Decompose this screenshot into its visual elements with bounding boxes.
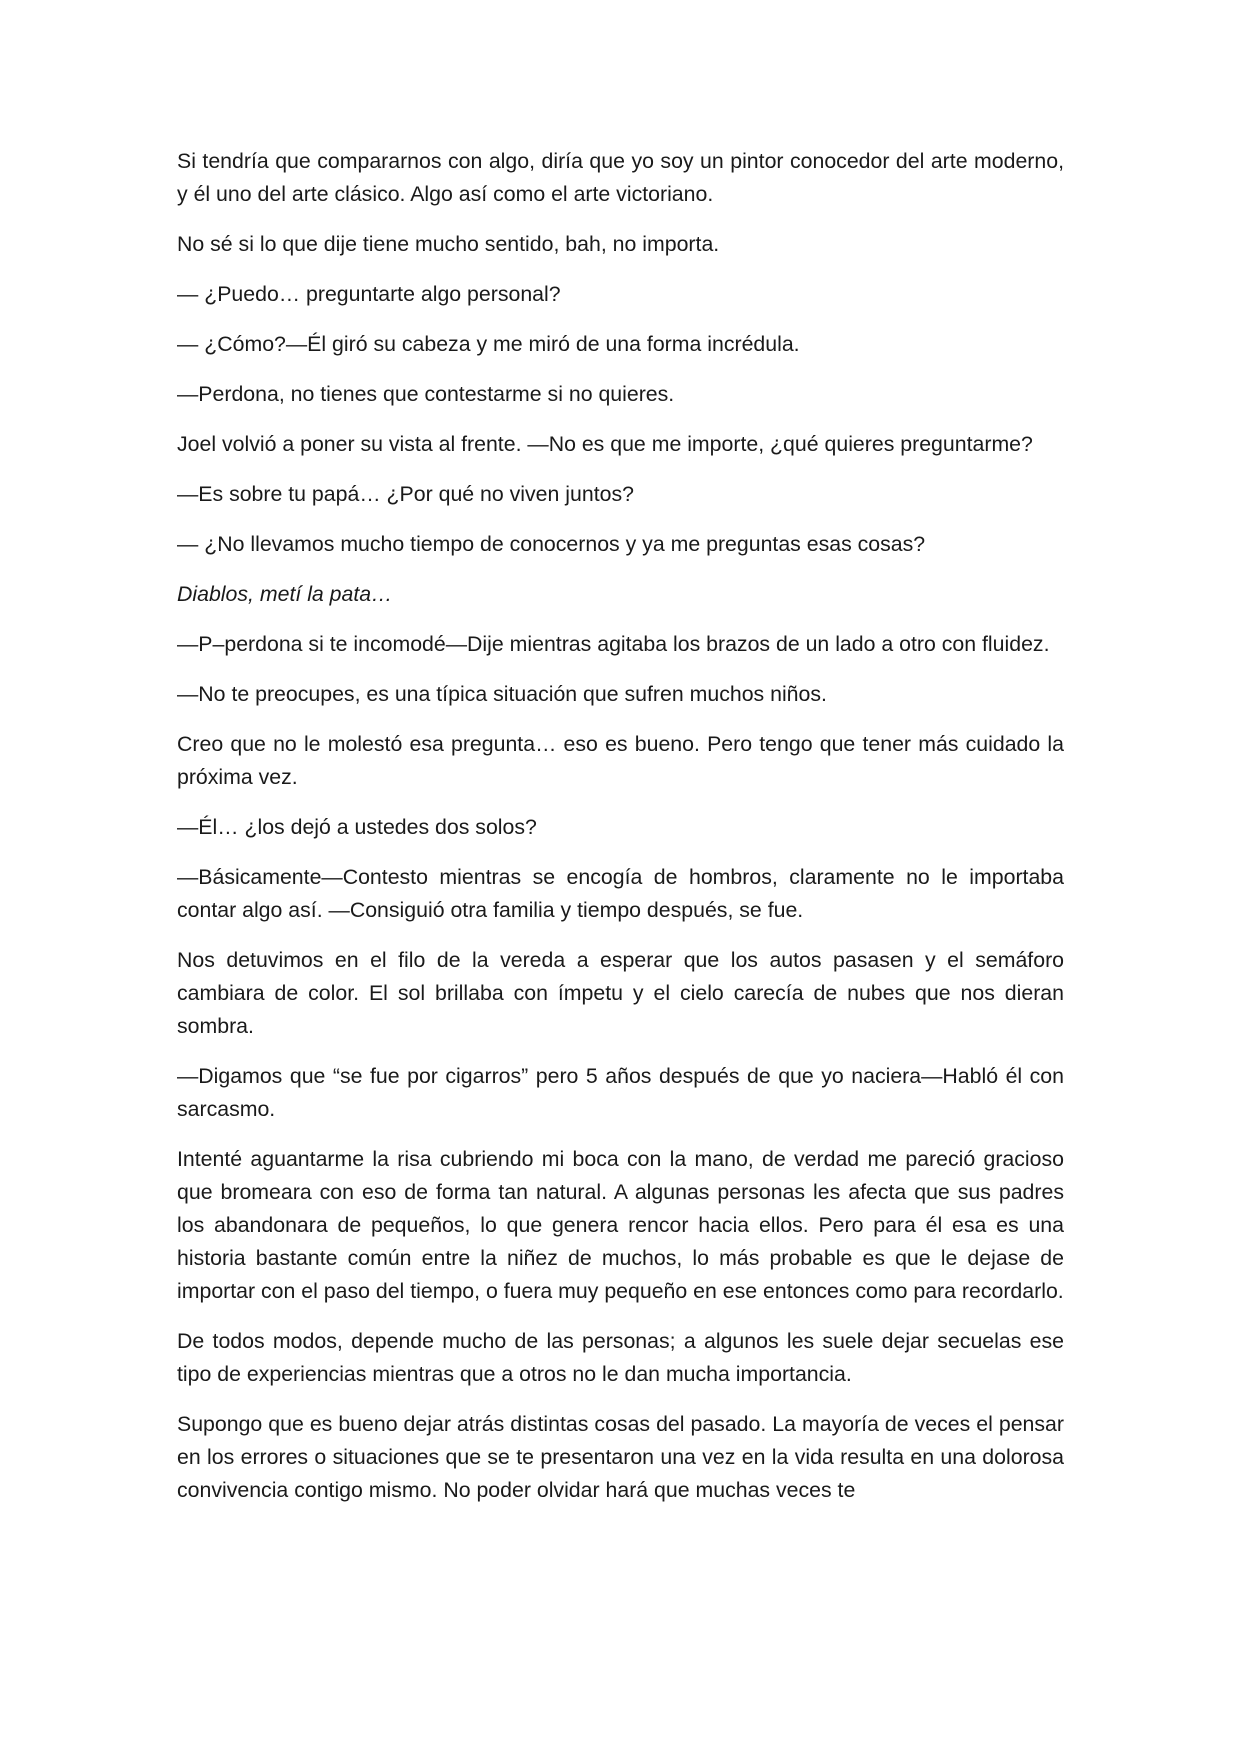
inner-thought: Diablos, metí la pata… — [177, 582, 393, 606]
dialogue-line: —Básicamente—Contesto mientras se encogía de hombros, claramente no le importaba contar algo así. —Consiguió otra familia y tiempo después, se fue. — [177, 865, 1064, 922]
dialogue-line: —No te preocupes, es una típica situación que sufren muchos niños. — [177, 682, 827, 706]
paragraph: Si tendría que compararnos con algo, diría que yo soy un pintor conocedor del arte moderno, y él uno del arte clásico. Algo así como el arte victoriano. — [177, 149, 1064, 206]
dialogue-line: —Es sobre tu papá… ¿Por qué no viven juntos? — [177, 482, 634, 506]
paragraph: Intenté aguantarme la risa cubriendo mi boca con la mano, de verdad me pareció gracioso que bromeara con eso de forma tan natural. A algunas personas les afecta que sus padres los abandonara de pequeños, lo que genera rencor hacia ellos. Pero para él esa es una historia bastante común entre la niñez de muchos, lo más probable es que le dejase de importar con el paso del tiempo, o fuera muy pequeño en ese entonces como para recordarlo. — [177, 1147, 1064, 1303]
dialogue-line: —Perdona, no tienes que contestarme si no quieres. — [177, 382, 675, 406]
dialogue-line: —Digamos que “se fue por cigarros” pero 5 años después de que yo naciera—Habló él con sarcasmo. — [177, 1064, 1064, 1121]
paragraph: De todos modos, depende mucho de las personas; a algunos les suele dejar secuelas ese tipo de experiencias mientras que a otros no le dan mucha importancia. — [177, 1329, 1064, 1386]
dialogue-line: — ¿No llevamos mucho tiempo de conocernos y ya me preguntas esas cosas? — [177, 532, 926, 556]
paragraph: Nos detuvimos en el filo de la vereda a esperar que los autos pasasen y el semáforo cambiara de color. El sol brillaba con ímpetu y el cielo carecía de nubes que nos dieran sombra. — [177, 948, 1064, 1038]
paragraph: Creo que no le molestó esa pregunta… eso es bueno. Pero tengo que tener más cuidado la próxima vez. — [177, 732, 1064, 789]
document-page — [177, 145, 1064, 1524]
dialogue-line: —P–perdona si te incomodé—Dije mientras agitaba los brazos de un lado a otro con fluidez. — [177, 632, 1050, 656]
dialogue-line: —Él… ¿los dejó a ustedes dos solos? — [177, 815, 537, 839]
paragraph: Supongo que es bueno dejar atrás distintas cosas del pasado. La mayoría de veces el pensar en los errores o situaciones que se te presentaron una vez en la vida resulta en una dolorosa convivencia contigo mismo. No poder olvidar hará que muchas veces te — [177, 1412, 1064, 1502]
dialogue-line: — ¿Puedo… preguntarte algo personal? — [177, 282, 561, 306]
paragraph: Joel volvió a poner su vista al frente. —No es que me importe, ¿qué quieres preguntarme? — [177, 432, 1033, 456]
dialogue-line: — ¿Cómo?—Él giró su cabeza y me miró de una forma incrédula. — [177, 332, 800, 356]
paragraph: No sé si lo que dije tiene mucho sentido, bah, no importa. — [177, 232, 720, 256]
